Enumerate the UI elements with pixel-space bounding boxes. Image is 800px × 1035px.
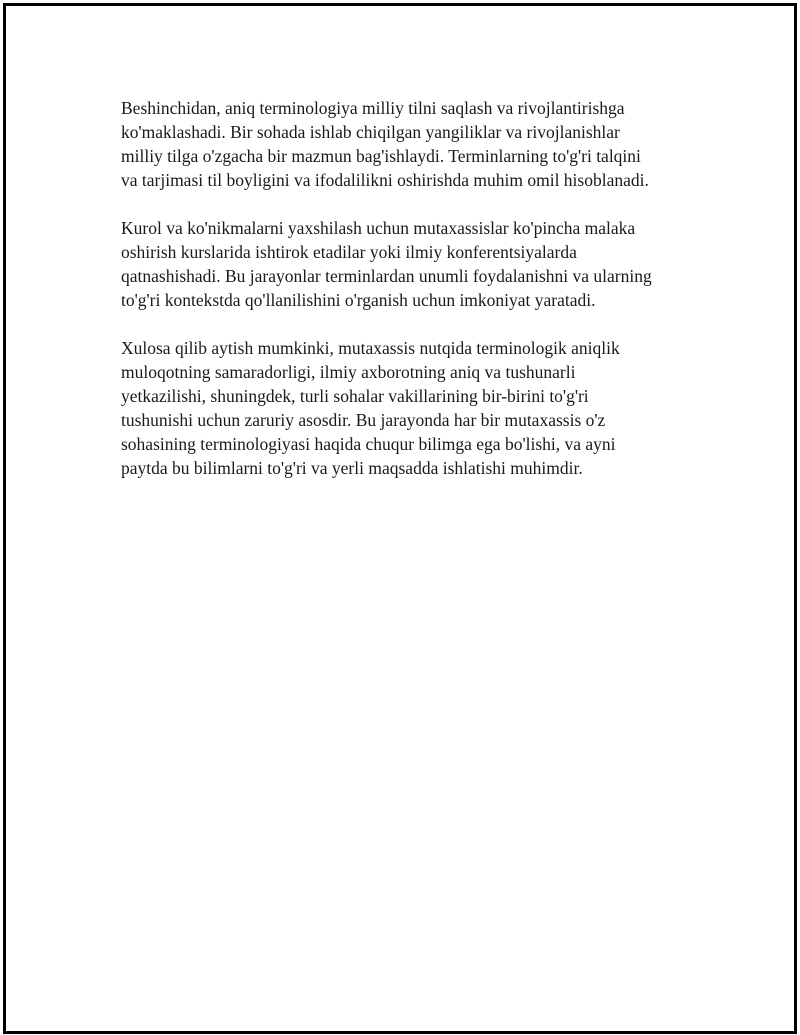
- document-body: [121, 96, 701, 504]
- page-frame: [3, 3, 797, 1034]
- paragraph-line: yetkazilishi, shuningdek, turli sohalar vakillarining bir-birini to'g'ri: [121, 386, 589, 406]
- paragraph-line: va tarjimasi til boyligini va ifodalilikni oshirishda muhim omil hisoblanadi.: [121, 170, 649, 190]
- paragraph-line: Xulosa qilib aytish mumkinki, mutaxassis nutqida terminologik aniqlik: [121, 338, 620, 358]
- paragraph-line: to'g'ri kontekstda qo'llanilishini o'rganish uchun imkoniyat yaratadi.: [121, 290, 596, 310]
- paragraph-line: Kurol va ko'nikmalarni yaxshilash uchun mutaxassislar ko'pincha malaka: [121, 218, 636, 238]
- paragraph-line: oshirish kurslarida ishtirok etadilar yoki ilmiy konferentsiyalarda: [121, 242, 577, 262]
- paragraph-line: tushunishi uchun zaruriy asosdir. Bu jarayonda har bir mutaxassis o'z: [121, 410, 606, 430]
- paragraph-1: [121, 96, 701, 192]
- paragraph-line: sohasining terminologiyasi haqida chuqur bilimga ega bo'lishi, va ayni: [121, 434, 616, 454]
- paragraph-line: Beshinchidan, aniq terminologiya milliy tilni saqlash va rivojlantirishga: [121, 98, 625, 118]
- paragraph-line: ko'maklashadi. Bir sohada ishlab chiqilgan yangiliklar va rivojlanishlar: [121, 122, 620, 142]
- paragraph-line: muloqotning samaradorligi, ilmiy axborotning aniq va tushunarli: [121, 362, 576, 382]
- paragraph-line: milliy tilga o'zgacha bir mazmun bag'ishlaydi. Terminlarning to'g'ri talqini: [121, 146, 641, 166]
- paragraph-line: qatnashishadi. Bu jarayonlar terminlardan unumli foydalanishni va ularning: [121, 266, 652, 286]
- paragraph-line: paytda bu bilimlarni to'g'ri va yerli maqsadda ishlatishi muhimdir.: [121, 458, 583, 478]
- paragraph-3: [121, 336, 701, 480]
- paragraph-2: [121, 216, 701, 312]
